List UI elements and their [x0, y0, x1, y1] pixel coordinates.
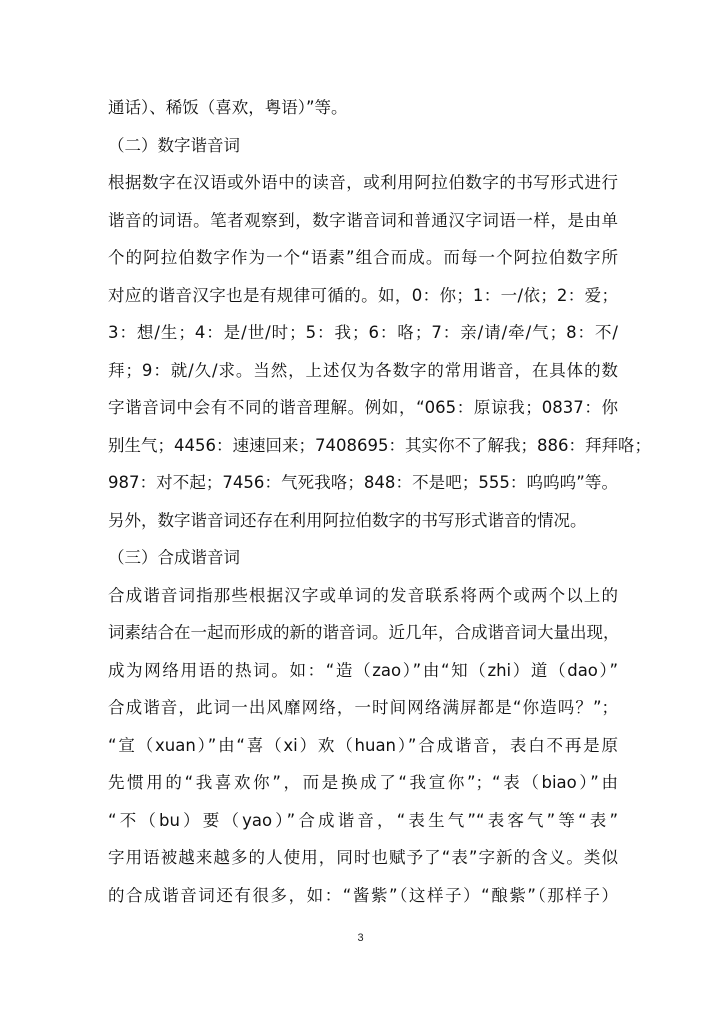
document-body — [108, 89, 651, 914]
text-line: 通话）、稀饭（喜欢，粤语）”等。 — [108, 98, 348, 117]
page-number: 3 — [357, 932, 364, 944]
section-heading: （二）数字谐音词 — [108, 135, 240, 155]
text-line: 根据数字在汉语或外语中的读音，或利用阿拉伯数字的书写形式进行 — [108, 173, 618, 192]
text-line: 个的阿拉伯数字作为一个“语素”组合而成。而每一个阿拉伯数字所 — [108, 248, 618, 267]
section-heading: （三）合成谐音词 — [108, 548, 240, 567]
text-line: “宣（xuan）”由“喜（xi）欢（huan）”合成谐音，表白不再是原 — [108, 735, 618, 755]
text-line: 合成谐音词指那些根据汉字或单词的发音联系将两个或两个以上的 — [108, 585, 618, 605]
text-line: 合成谐音，此词一出风靡网络，一时间网络满屏都是“你造吗？”； — [108, 698, 618, 717]
text-line: 987：对不起；7456：气死我咯；848：不是吧；555：呜呜呜”等。 — [108, 473, 618, 492]
paragraph — [108, 164, 651, 539]
text-line: 另外，数字谐音词还存在利用阿拉伯数字的书写形式谐音的情况。 — [108, 510, 587, 530]
text-line: 成为网络用语的热词。如：“造（zao）”由“知（zhi）道（dao）” — [108, 660, 618, 680]
text-line: 谐音的词语。笔者观察到，数字谐音词和普通汉字词语一样，是由单 — [108, 210, 618, 230]
text-line: 先惯用的“我喜欢你”，而是换成了“我宣你”；“表（biao）”由 — [108, 773, 618, 792]
text-line: “不（bu）要（yao）”合成谐音，“表生气”“表客气”等“表” — [108, 810, 618, 830]
text-line: 词素结合在一起而形成的新的谐音词。近几年，合成谐音词大量出现， — [108, 623, 620, 642]
text-line: 字用语被越来越多的人使用，同时也赋予了“表”字新的含义。类似 — [108, 848, 618, 867]
text-line: 3：想/生；4：是/世/时；5：我；6：咯；7：亲/请/牵/气；8：不/ — [108, 323, 618, 342]
paragraph — [108, 89, 618, 127]
paragraph — [108, 577, 618, 915]
text-line: 的合成谐音词还有很多，如：“酱紫”（这样子）“酿紫”（那样子） — [108, 885, 618, 905]
text-line: 别生气；4456：速速回来；7408695：其实你不了解我；886：拜拜咯； — [108, 435, 651, 455]
text-line: 字谐音词中会有不同的谐音理解。例如，“065：原谅我；0837：你 — [108, 398, 618, 417]
text-line: 拜；9：就/久/求。当然，上述仅为各数字的常用谐音，在具体的数 — [108, 360, 618, 380]
text-line: 对应的谐音汉字也是有规律可循的。如，0：你；1：一/依；2：爱； — [108, 285, 618, 305]
